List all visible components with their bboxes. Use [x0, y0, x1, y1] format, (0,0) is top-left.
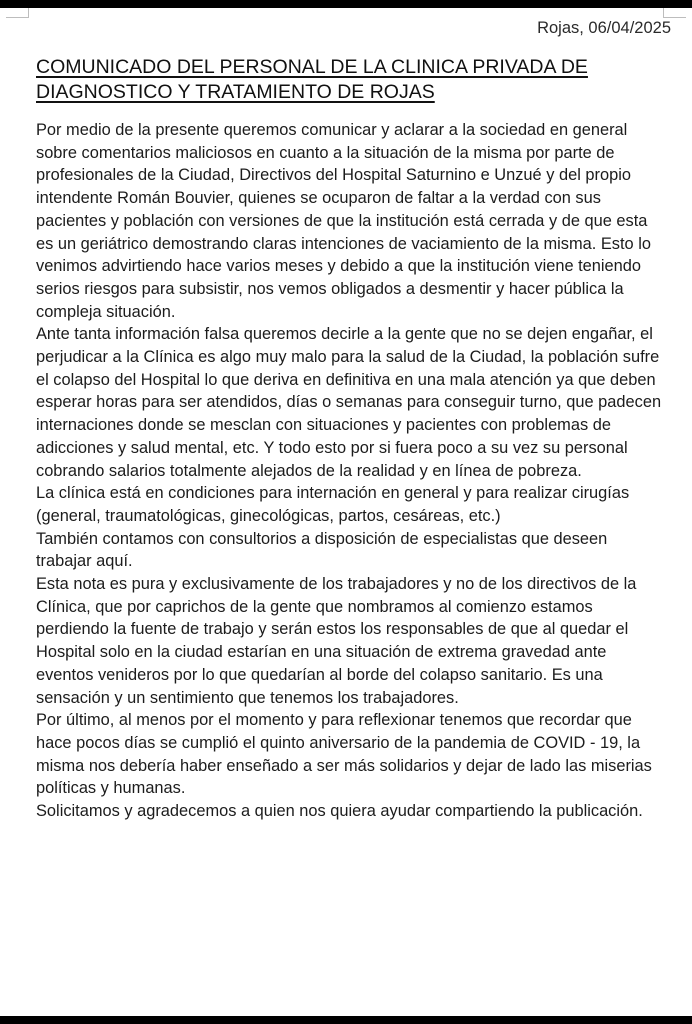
- document-title: COMUNICADO DEL PERSONAL DE LA CLINICA PRIVADA DE DIAGNOSTICO Y TRATAMIENTO DE ROJAS: [36, 56, 588, 103]
- paragraph: Esta nota es pura y exclusivamente de los trabajadores y no de los directivos de la Clínica, que por caprichos de la gente que nombramos al comienzo estamos perdiendo la fuente de trabajo y serán estos los responsables de que al quedar el Hospital solo en la ciudad estarían en una situación de extrema gravedad ante eventos venideros por lo que quedarían al borde del colapso sanitario. Es una sensación y un sentimiento que tenemos los trabajadores.: [36, 575, 637, 707]
- document-date: Rojas, 06/04/2025: [537, 19, 671, 37]
- paragraph: Por medio de la presente queremos comunicar y aclarar a la sociedad en general sobre comentarios maliciosos en cuanto a la situación de la misma por parte de profesionales de la Ciudad, Directivos del Hospital Saturnino e Unzué y del propio intendente Román Bouvier, quienes se ocuparon de faltar a la verdad con sus pacientes y población con versiones de que la institución está cerrada y de que esta es un geriátrico demostrando claras intenciones de vaciamiento de la misma. Esto lo venimos advirtiendo hace varios meses y debido a que la institución viene teniendo serios riesgos para subsistir, nos vemos obligados a desmentir y hacer pública la compleja situación.: [36, 121, 651, 321]
- paragraph: Ante tanta información falsa queremos decirle a la gente que no se dejen engañar, el perjudicar a la Clínica es algo muy malo para la salud de la Ciudad, la población sufre el colapso del Hospital lo que deriva en definitiva en una mala atención ya que deben esperar horas para ser atendidos, días o semanas para conseguir turno, que padecen internaciones donde se mesclan con situaciones y pacientes con problemas de adicciones y salud mental, etc. Y todo esto por si fuera poco a su vez su personal cobrando salarios totalmente alejados de la realidad y en línea de pobreza.: [36, 325, 662, 480]
- paragraph: También contamos con consultorios a disposición de especialistas que deseen trabajar aquí.: [36, 529, 608, 571]
- top-border-bar: [0, 0, 692, 8]
- document-page: [36, 17, 671, 823]
- document-body: [36, 119, 666, 823]
- top-left-corner-mark: [6, 8, 29, 18]
- bottom-border-bar: [0, 1016, 692, 1024]
- paragraph: La clínica está en condiciones para internación en general y para realizar cirugías (general, traumatológicas, ginecológicas, partos, cesáreas, etc.): [36, 484, 630, 525]
- paragraph: Solicitamos y agradecemos a quien nos quiera ayudar compartiendo la publicación.: [36, 802, 643, 821]
- paragraph: Por último, al menos por el momento y para reflexionar tenemos que recordar que hace pocos días se cumplió el quinto aniversario de la pandemia de COVID - 19, la misma nos debería haber enseñado a ser más solidarios y dejar de lado las miserias políticas y humanas.: [36, 711, 652, 798]
